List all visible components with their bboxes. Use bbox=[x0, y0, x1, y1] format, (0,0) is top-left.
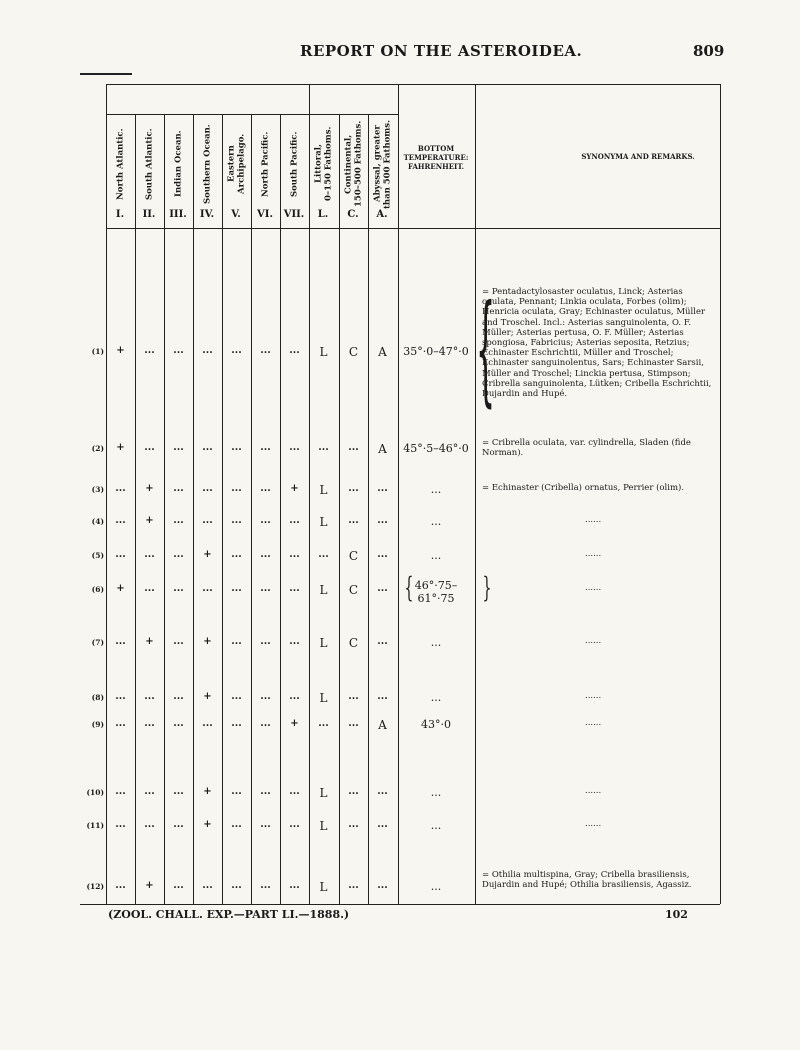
table-cell: ... bbox=[260, 442, 271, 453]
column-roman-numeral: A. bbox=[376, 209, 388, 220]
table-cell: ... bbox=[115, 691, 126, 702]
table-cell: ... bbox=[115, 880, 126, 891]
temp-brace-left: { bbox=[404, 571, 414, 604]
synonyma-remark: = Cribrella oculata, var. cylindrella, Sladen (fide Norman). bbox=[482, 438, 691, 459]
synonyma-remark: ...... bbox=[585, 636, 602, 646]
table-cell: ... bbox=[231, 345, 242, 356]
bottom-temperature-value: ... bbox=[430, 691, 442, 704]
table-cell: ... bbox=[377, 786, 388, 797]
table-cell: ... bbox=[348, 786, 359, 797]
table-cell: ... bbox=[173, 483, 184, 494]
table-cell: ... bbox=[377, 515, 388, 526]
table-cell: ... bbox=[348, 718, 359, 729]
table-cell: + bbox=[145, 483, 154, 494]
table-cell: ... bbox=[231, 483, 242, 494]
table-cell: ... bbox=[289, 583, 300, 594]
table-cell: ... bbox=[260, 515, 271, 526]
table-cell: ... bbox=[348, 442, 359, 453]
table-cell: ... bbox=[348, 691, 359, 702]
table-cell: ... bbox=[202, 515, 213, 526]
bottom-temperature-value: ... bbox=[430, 786, 442, 799]
table-cell: ... bbox=[231, 583, 242, 594]
table-cell: ... bbox=[173, 442, 184, 453]
table-cell: ... bbox=[231, 819, 242, 830]
bottom-temperature-value: 35°·0–47°·0 bbox=[403, 345, 469, 358]
table-cell: ... bbox=[144, 442, 155, 453]
table-cell: + bbox=[203, 691, 212, 702]
column-header: Abyssal, greater than 500 Fathoms. bbox=[372, 119, 393, 209]
table-cell: ... bbox=[377, 483, 388, 494]
table-cell: ... bbox=[377, 880, 388, 891]
table-cell: ... bbox=[115, 483, 126, 494]
table-cell: L bbox=[319, 786, 328, 800]
bottom-temperature-value: ... bbox=[430, 483, 442, 496]
synonyma-remark: ...... bbox=[585, 691, 602, 701]
column-roman-numeral: VI. bbox=[257, 209, 273, 220]
table-cell: ... bbox=[115, 786, 126, 797]
table-cell: A bbox=[378, 345, 387, 359]
synonyma-remark: ...... bbox=[585, 786, 602, 796]
header-rule bbox=[80, 73, 132, 75]
table-cell: ... bbox=[231, 880, 242, 891]
bottom-temperature-value: ... bbox=[430, 515, 442, 528]
table-cell: ... bbox=[144, 691, 155, 702]
synonyma-remark: ...... bbox=[585, 819, 602, 829]
column-roman-numeral: VII. bbox=[283, 209, 305, 220]
column-header: Southern Ocean. bbox=[202, 124, 213, 204]
page-number: 809 bbox=[693, 42, 725, 60]
table-cell: ... bbox=[173, 345, 184, 356]
bottom-temperature-value: ... bbox=[430, 636, 442, 649]
column-header: Eastern Archipelago. bbox=[226, 133, 247, 195]
table-cell: C bbox=[348, 636, 359, 650]
column-rule bbox=[475, 84, 476, 904]
row-number: (2) bbox=[91, 444, 104, 453]
table-cell: ... bbox=[173, 718, 184, 729]
table-cell: ... bbox=[144, 583, 155, 594]
table-cell: ... bbox=[173, 786, 184, 797]
bottom-temperature-value: 43°·0 bbox=[421, 718, 451, 731]
row-number: (10) bbox=[86, 788, 104, 797]
table-cell: ... bbox=[260, 786, 271, 797]
table-top-rule bbox=[106, 84, 720, 85]
table-cell: ... bbox=[115, 718, 126, 729]
synonyma-remark: ...... bbox=[585, 583, 602, 593]
bottom-temperature-value: 46°·75– 61°·75 bbox=[414, 579, 458, 605]
table-cell: ... bbox=[231, 718, 242, 729]
column-roman-numeral: IV. bbox=[199, 209, 215, 220]
table-cell: ... bbox=[231, 786, 242, 797]
table-cell: ... bbox=[289, 880, 300, 891]
footer-citation: (ZOOL. CHALL. EXP.—PART LI.—1888.) bbox=[108, 908, 350, 921]
table-cell: ... bbox=[173, 819, 184, 830]
row-number: (7) bbox=[91, 638, 104, 647]
table-cell: ... bbox=[231, 549, 242, 560]
table-cell: ... bbox=[173, 549, 184, 560]
table-cell: L bbox=[319, 515, 328, 529]
table-cell: L bbox=[319, 636, 328, 650]
synonyma-remark: = Echinaster (Cribella) ornatus, Perrier (olim). bbox=[482, 483, 685, 493]
table-cell: ... bbox=[348, 515, 359, 526]
table-cell: ... bbox=[173, 880, 184, 891]
synonyma-remark: ...... bbox=[585, 549, 602, 559]
table-cell: ... bbox=[260, 483, 271, 494]
table-cell: + bbox=[290, 718, 299, 729]
table-cell: L bbox=[319, 819, 328, 833]
footer-rule bbox=[80, 904, 720, 905]
synonyma-remarks-header: SYNONYMA AND REMARKS. bbox=[581, 152, 695, 161]
bottom-temperature-header: BOTTOM TEMPERATURE: FAHRENHEIT. bbox=[403, 144, 469, 171]
column-roman-numeral: L. bbox=[317, 209, 329, 220]
table-cell: ... bbox=[202, 880, 213, 891]
table-cell: ... bbox=[260, 583, 271, 594]
table-cell: L bbox=[319, 691, 328, 705]
column-header: South Atlantic. bbox=[144, 128, 155, 200]
table-cell: ... bbox=[348, 819, 359, 830]
table-cell: ... bbox=[377, 636, 388, 647]
column-rule bbox=[720, 84, 721, 904]
table-cell: A bbox=[378, 442, 387, 456]
header-bottom-rule bbox=[106, 228, 720, 229]
table-cell: ... bbox=[202, 583, 213, 594]
table-cell: ... bbox=[377, 691, 388, 702]
row-number: (12) bbox=[86, 882, 104, 891]
table-cell: ... bbox=[144, 718, 155, 729]
row-number: (3) bbox=[91, 485, 104, 494]
table-cell: ... bbox=[348, 483, 359, 494]
table-cell: L bbox=[319, 880, 328, 894]
synonyma-remark: ...... bbox=[585, 718, 602, 728]
table-cell: ... bbox=[202, 442, 213, 453]
table-cell: + bbox=[203, 549, 212, 560]
synonyma-remark: = Othilia multispina, Gray; Cribella brasiliensis, Dujardin and Hupé; Othilia brasiliensis, Agassiz. bbox=[482, 870, 692, 891]
table-cell: ... bbox=[231, 515, 242, 526]
table-cell: + bbox=[203, 786, 212, 797]
table-cell: ... bbox=[260, 636, 271, 647]
column-header: North Atlantic. bbox=[115, 128, 126, 200]
table-cell: + bbox=[145, 880, 154, 891]
row-number: (1) bbox=[91, 347, 104, 356]
table-cell: + bbox=[116, 442, 125, 453]
column-roman-numeral: I. bbox=[115, 209, 125, 220]
remark-brace: { bbox=[476, 280, 496, 419]
table-cell: ... bbox=[289, 442, 300, 453]
table-cell: L bbox=[319, 583, 328, 597]
table-cell: ... bbox=[260, 880, 271, 891]
table-cell: C bbox=[348, 583, 359, 597]
table-cell: ... bbox=[318, 549, 329, 560]
table-cell: ... bbox=[289, 786, 300, 797]
table-cell: ... bbox=[260, 345, 271, 356]
table-cell: ... bbox=[115, 819, 126, 830]
table-cell: ... bbox=[260, 691, 271, 702]
synonyma-remark: ...... bbox=[585, 515, 602, 525]
table-cell: ... bbox=[377, 583, 388, 594]
table-cell: ... bbox=[115, 636, 126, 647]
bottom-temperature-value: 45°·5–46°·0 bbox=[403, 442, 469, 455]
row-number: (8) bbox=[91, 693, 104, 702]
table-cell: ... bbox=[144, 819, 155, 830]
table-cell: ... bbox=[260, 549, 271, 560]
table-cell: ... bbox=[144, 345, 155, 356]
table-cell: ... bbox=[377, 549, 388, 560]
table-cell: ... bbox=[115, 549, 126, 560]
table-cell: ... bbox=[289, 549, 300, 560]
table-cell: ... bbox=[231, 636, 242, 647]
row-number: (6) bbox=[91, 585, 104, 594]
temp-brace-right: } bbox=[482, 571, 492, 604]
table-cell: L bbox=[319, 345, 328, 359]
footer-sheet-number: 102 bbox=[665, 908, 688, 921]
table-cell: L bbox=[319, 483, 328, 497]
table-cell: + bbox=[203, 819, 212, 830]
column-roman-numeral: II. bbox=[142, 209, 156, 220]
table-cell: ... bbox=[173, 691, 184, 702]
row-number: (4) bbox=[91, 517, 104, 526]
table-cell: ... bbox=[202, 483, 213, 494]
group-divider-rule bbox=[106, 114, 398, 115]
table-cell: + bbox=[116, 583, 125, 594]
row-number: (11) bbox=[86, 821, 104, 830]
table-cell: ... bbox=[289, 515, 300, 526]
row-number: (9) bbox=[91, 720, 104, 729]
table-cell: + bbox=[145, 636, 154, 647]
table-cell: ... bbox=[231, 691, 242, 702]
table-cell: C bbox=[348, 345, 359, 359]
bottom-temperature-value: ... bbox=[430, 880, 442, 893]
column-header: Littoral, 0–150 Fathoms. bbox=[313, 126, 334, 202]
column-roman-numeral: C. bbox=[347, 209, 359, 220]
table-cell: ... bbox=[289, 819, 300, 830]
table-cell: ... bbox=[260, 819, 271, 830]
table-cell: ... bbox=[115, 515, 126, 526]
table-cell: ... bbox=[289, 691, 300, 702]
table-cell: ... bbox=[318, 442, 329, 453]
table-cell: ... bbox=[173, 636, 184, 647]
table-cell: ... bbox=[173, 583, 184, 594]
table-cell: + bbox=[145, 515, 154, 526]
synonyma-remark: = Pentadactylosaster oculatus, Linck; Asterias oculata, Pennant; Linkia oculata, Forbes (olim); Henricia oculata, Gray; Echinaster oculatus, Müller and Troschel. Incl.: Asterias sanguinolenta, O. F. Müller; Asterias pertusa, O. F. Müller; Asterias spongiosa, Fabricius; Asterias seposita, Retzius; Echinaster Eschrichtii, Müller and Troschel; Echinaster sanguinolentus, Sars; Echinaster Sarsii, Müller and Troschel; Linckia pertusa, Stimpson; Cribrella sanguinolenta, Lütken; Cribella Eschrichtii, Dujardin and Hupé. bbox=[482, 287, 712, 400]
column-header: Indian Ocean. bbox=[173, 130, 184, 198]
table-cell: + bbox=[290, 483, 299, 494]
table-cell: ... bbox=[173, 515, 184, 526]
table-cell: C bbox=[348, 549, 359, 563]
table-cell: + bbox=[203, 636, 212, 647]
table-cell: ... bbox=[202, 718, 213, 729]
table-cell: ... bbox=[318, 718, 329, 729]
bottom-temperature-value: ... bbox=[430, 819, 442, 832]
table-cell: + bbox=[116, 345, 125, 356]
bottom-temperature-value: ... bbox=[430, 549, 442, 562]
table-cell: A bbox=[378, 718, 387, 732]
column-roman-numeral: III. bbox=[169, 209, 187, 220]
column-header: South Pacific. bbox=[289, 131, 300, 197]
table-cell: ... bbox=[144, 549, 155, 560]
table-cell: ... bbox=[260, 718, 271, 729]
column-header: Continental, 150–500 Fathoms. bbox=[343, 120, 364, 208]
table-cell: ... bbox=[348, 880, 359, 891]
column-rule bbox=[106, 84, 107, 904]
table-cell: ... bbox=[289, 636, 300, 647]
page-title: REPORT ON THE ASTEROIDEA. bbox=[300, 42, 583, 60]
table-cell: ... bbox=[202, 345, 213, 356]
column-header: North Pacific. bbox=[260, 131, 271, 197]
table-cell: ... bbox=[231, 442, 242, 453]
column-roman-numeral: V. bbox=[231, 209, 241, 220]
table-cell: ... bbox=[289, 345, 300, 356]
table-cell: ... bbox=[144, 786, 155, 797]
table-cell: ... bbox=[377, 819, 388, 830]
row-number: (5) bbox=[91, 551, 104, 560]
